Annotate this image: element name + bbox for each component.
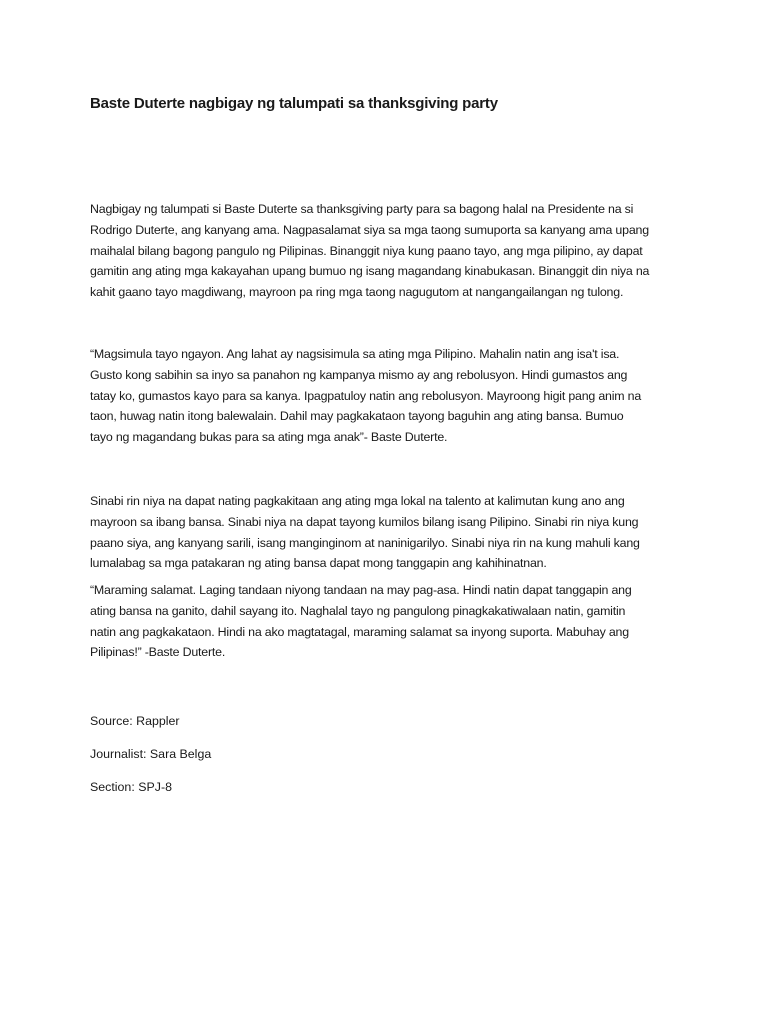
- text-line: Pilipinas!” -Baste Duterte.: [90, 645, 226, 660]
- text-line: “Magsimula tayo ngayon. Ang lahat ay nagsisimula sa ating mga Pilipino. Mahalin natin ang isa't isa.: [90, 347, 620, 361]
- text-line: gamitin ang ating mga kakayahan upang bumuo ng isang magandang kinabukasan. Binanggit din niya na: [90, 264, 650, 279]
- paragraph-intro: [90, 199, 690, 303]
- text-line: kahit gaano tayo magdiwang, mayroon pa ring mga taong nagugutom at nangangailangan ng tulong.: [90, 285, 624, 300]
- text-line: natin ang pagkakataon. Hindi na ako magtatagal, maraming salamat sa inyong suporta. Mabuhay ang: [90, 624, 629, 639]
- text-line: Rodrigo Duterte, ang kanyang ama. Nagpasalamat siya sa mga taong sumuporta sa kanyang ama upang: [90, 222, 649, 237]
- text-line: Sinabi rin niya na dapat nating pagkakitaan ang ating mga lokal na talento at kalimutan kung ano ang: [90, 494, 625, 508]
- source-line: Source: Rappler: [90, 714, 180, 728]
- text-line: maihalal bilang bagong pangulo ng Pilipinas. Binanggit niya kung paano tayo, ang mga pilipino, ay dapat: [90, 243, 643, 258]
- document-title: Baste Duterte nagbigay ng talumpati sa thanksgiving party: [90, 95, 498, 112]
- text-line: ating bansa na ganito, dahil sayang ito. Naghalal tayo ng pangulong pinagkakatiwalaan natin, gamitin: [90, 603, 626, 618]
- text-line: tayo ng magandang bukas para sa ating mga anak”- Baste Duterte.: [90, 430, 448, 445]
- text-line: lumalabag sa mga patakaran ng ating bansa dapat mong tanggapin ang kahihinatnan.: [90, 556, 547, 571]
- text-line: Gusto kong sabihin sa inyo sa panahon ng kampanya mismo ay ang rebolusyon. Hindi gumastos ang: [90, 367, 628, 382]
- paragraph-quote-2: [90, 580, 690, 663]
- paragraph-quote-1: [90, 344, 690, 448]
- text-line: tatay ko, gumastos kayo para sa kanya. Ipagpatuloy natin ang rebolusyon. Mayroong higit pang anim na: [90, 388, 642, 403]
- text-line: taon, huwag natin itong balewalain. Dahil may pagkakataon tayong baguhin ang ating bansa. Bumuo: [90, 409, 624, 424]
- text-line: paano siya, ang kanyang sarili, isang manginginom at naninigarilyo. Sinabi niya rin na kung mahuli kang: [90, 535, 640, 550]
- journalist-line: Journalist: Sara Belga: [90, 747, 212, 761]
- section-line: Section: SPJ-8: [90, 780, 172, 794]
- text-line: Nagbigay ng talumpati si Baste Duterte sa thanksgiving party para sa bagong halal na Presidente na si: [90, 202, 634, 216]
- paragraph-body: [90, 491, 690, 574]
- text-line: mayroon sa ibang bansa. Sinabi niya na dapat tayong kumilos bilang isang Pilipino. Sinabi rin niya kung: [90, 514, 639, 529]
- text-line: “Maraming salamat. Laging tandaan niyong tandaan na may pag-asa. Hindi natin dapat tanggapin ang: [90, 583, 632, 597]
